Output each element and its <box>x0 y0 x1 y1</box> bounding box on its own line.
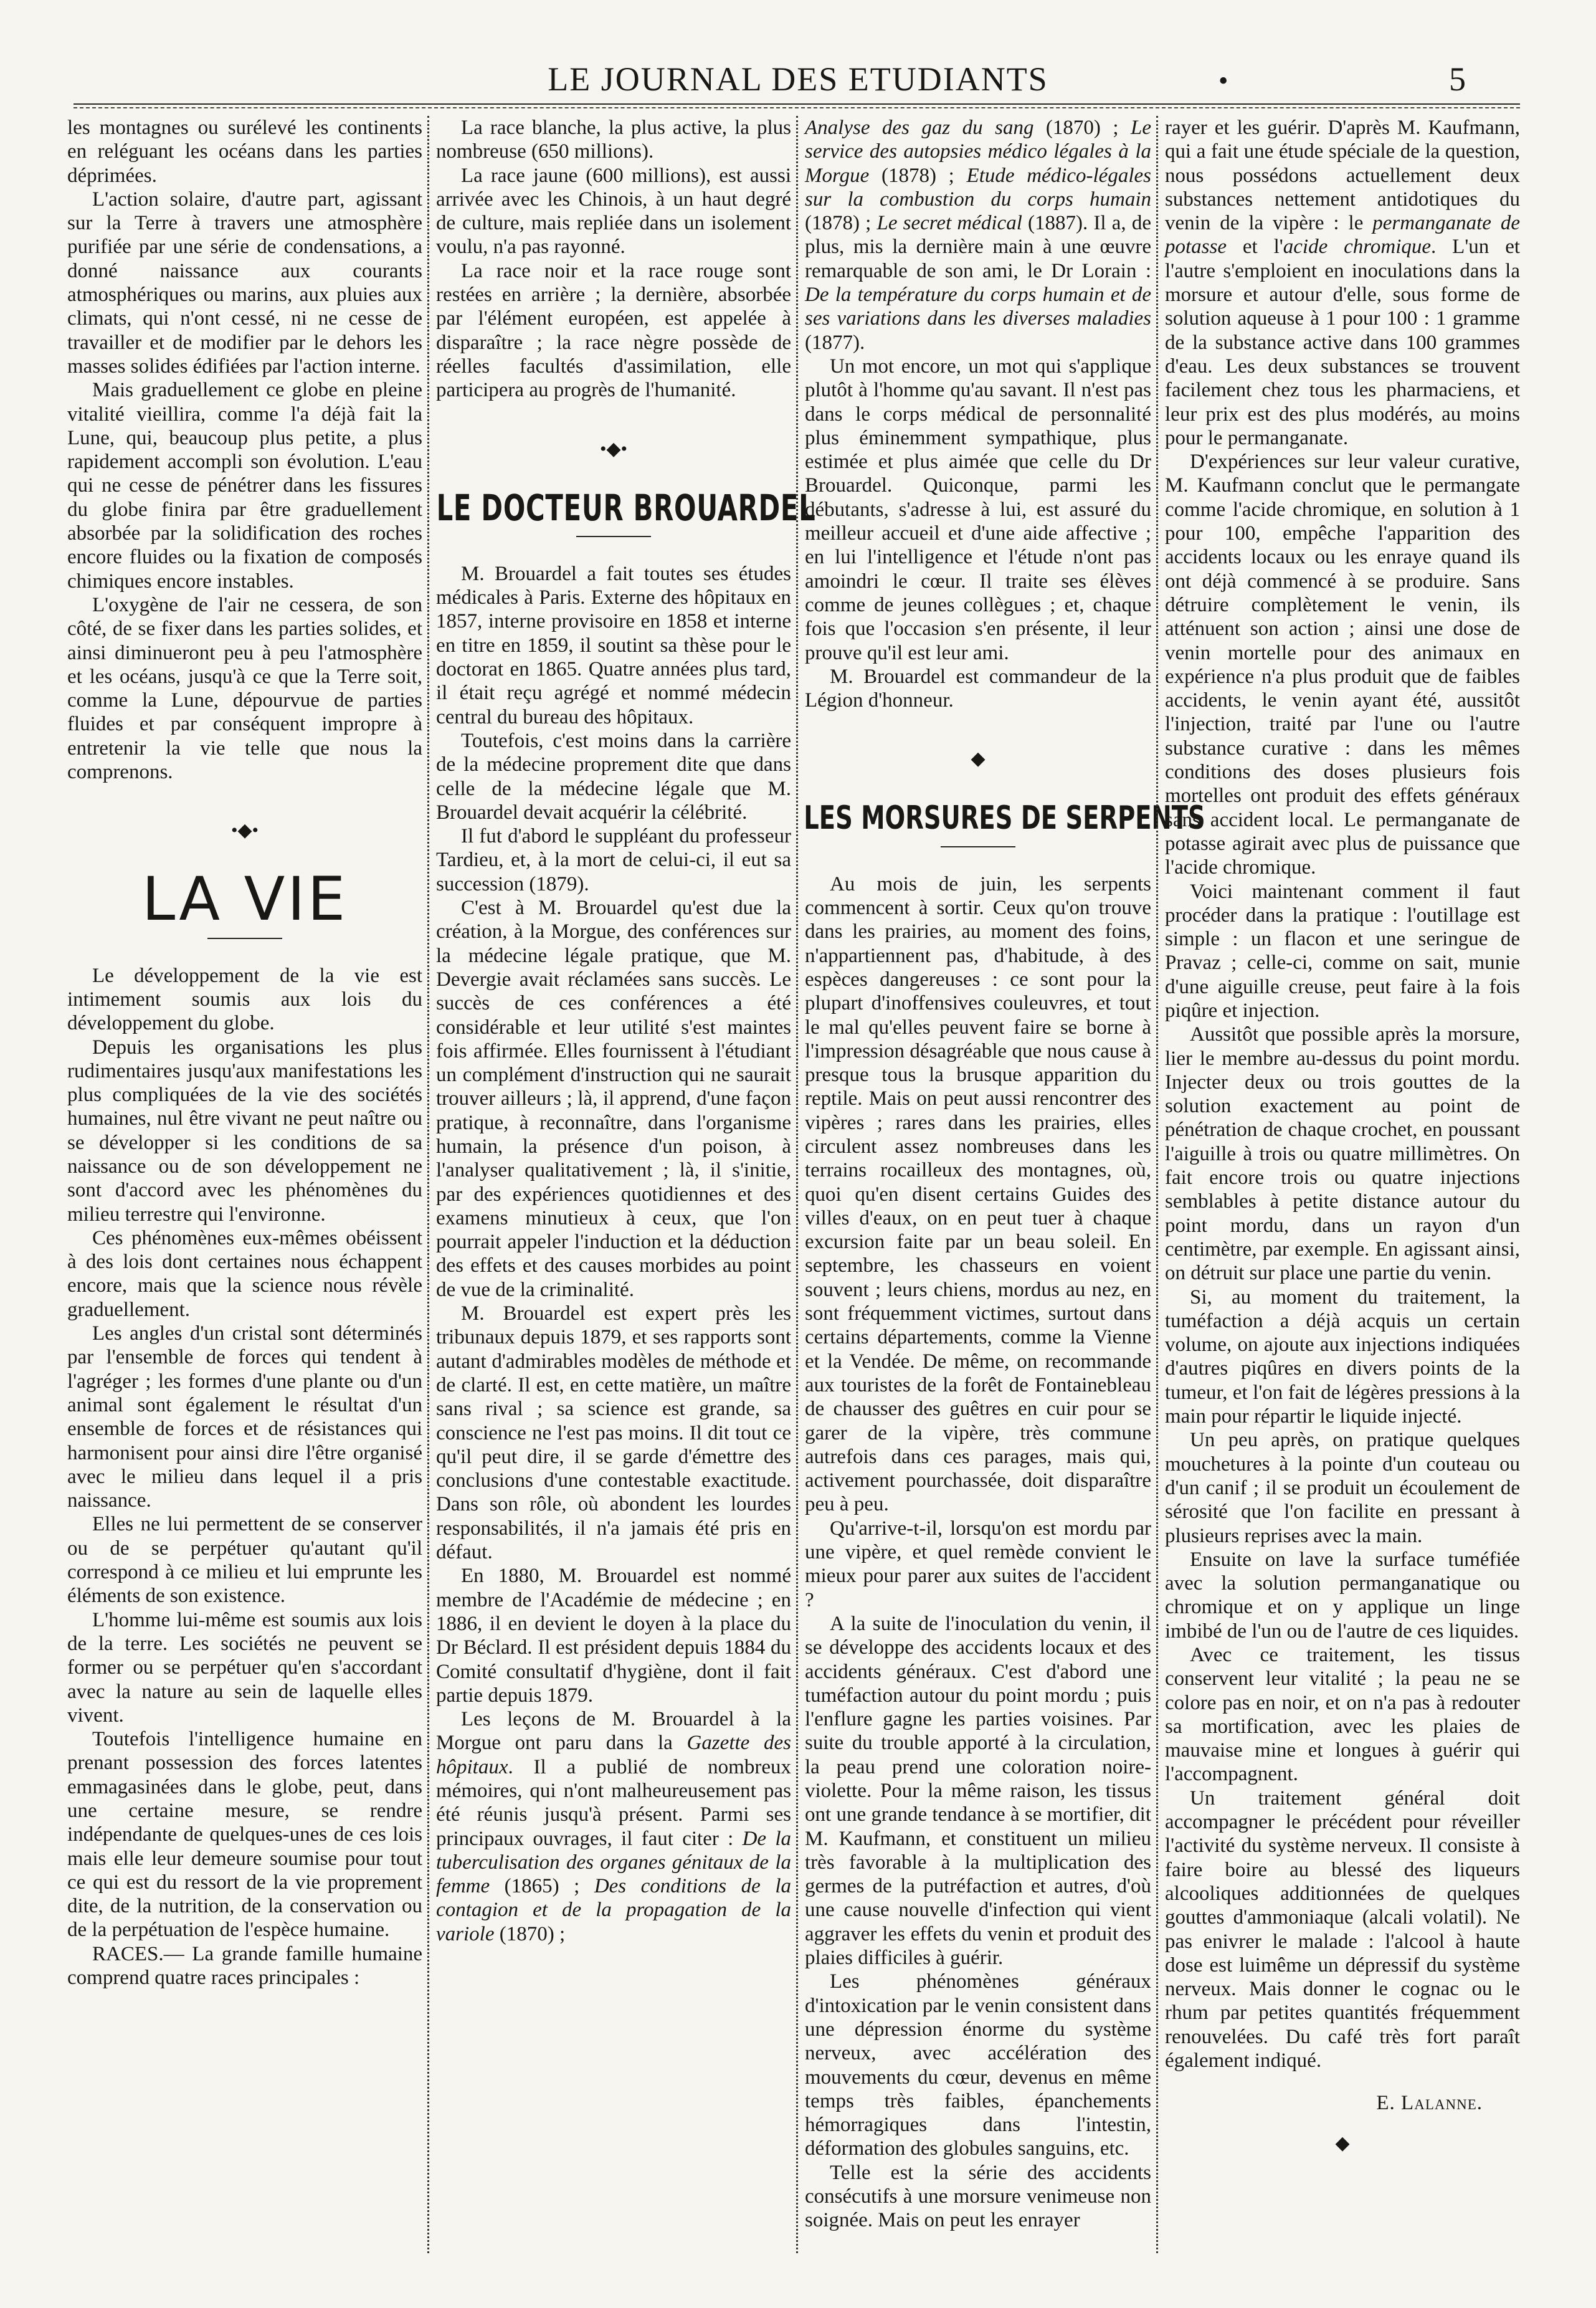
header-rule <box>74 103 1520 105</box>
publication-title: Etude médico-légales sur la combustion du corps humain <box>805 164 1151 211</box>
paragraph: En 1880, M. Brouardel est nommé membre de l'Académie de médecine ; en 1886, il en devient le doyen à la place du Dr Béclard. Il est président depuis 1884 du Comité consultatif d'hygiène, dont il fait partie depuis 1879. <box>436 1565 791 1707</box>
paragraph: M. Brouardel a fait toutes ses études médicales à Paris. Externe des hôpitaux en 1857, interne provisoire en 1858 et interne en titre en 1859, il soutint sa thèse pour le doctorat en 1865. Quatre années plus tard, il était reçu agrégé et nommé médecin central du bureau des hôpitaux. <box>436 562 791 728</box>
paragraph: Elles ne lui permettent de se conserver ou de se perpétuer qu'autant qu'il correspond à ce milieu et lui emprunte les éléments de son existence. <box>67 1513 422 1608</box>
end-ornament: ◆ <box>1335 2132 1350 2153</box>
paragraph: L'action solaire, d'autre part, agissant sur la Terre à travers une atmosphère purifiée par une série de condensations, a donné naissance aux courants atmosphériques ou marins, aux pluies aux climats, qui n'ont cessé, ni ne cesse de travailler et de modifier par le dehors les masses solides édifiées par l'action interne. <box>67 188 422 378</box>
paragraph: Toutefois, c'est moins dans la carrière de la médecine proprement dite que dans celle de la médecine légale que M. Brouardel devait acquérir la célébrité. <box>436 729 791 824</box>
publication-title: Analyse des gaz du sang <box>805 117 1034 139</box>
title-underline <box>207 938 282 939</box>
text-run: (1877). <box>805 331 865 354</box>
text-run: et l' <box>1227 236 1283 259</box>
paragraph: Un mot encore, un mot qui s'applique plutôt à l'homme qu'au savant. Il n'est pas dans le corps médical de personnalité plus éminemment sympathique, plus estimée et plus aimée que celle du Dr Brouardel. Quiconque, parmi les débutants, s'adresse à lui, est assuré du meilleur accueil et d'une aide affective ; en lui l'intelligence et l'étude n'ont pas amoindri le cœur. Il traite ses élèves comme de jeunes collègues ; et, chaque fois que l'occasion s'en présente, il leur prouve qu'il est leur ami. <box>805 355 1151 664</box>
text-run: (1878) ; <box>869 164 967 187</box>
paragraph: Les phénomènes généraux d'intoxication par le venin consistent dans une dépression énorme du système nerveux, avec accélération des mouvements du cœur, devenus en même temps très faibles, épanchements hémorragiques dans l'intestin, déformation des globules sanguins, etc. <box>805 1970 1151 2160</box>
section-separator: •◆• <box>599 438 628 459</box>
paragraph: C'est à M. Brouardel qu'est due la création, à la Morgue, des conférences sur la médecine légale pratique, que M. Devergie avait réclamées sans succès. Le succès de ces conférences a été considérable et leur utilité s'est maintes fois affirmée. Elles fournissent à l'étudiant un complément d'instruction qui ne saurait trouver ailleurs ; là, il apprend, d'une façon pratique, à reconnaître, dans l'organisme humain, la présence d'un poison, à l'analyser qualitativement ; là, il s'initie, par des expériences quotidiennes et des examens minutieux à ceux, que l'on pourrait appeler l'induction et la déduction des effets et des causes morbides au point de vue de la criminalité. <box>436 897 791 1301</box>
text-run: (1870) ; <box>1033 117 1131 139</box>
paragraph: les montagnes ou surélevé les continents en reléguant les océans dans les parties déprimées. <box>67 117 422 187</box>
publication-title: Le service des autopsies médico légales à la Morgue <box>805 117 1151 187</box>
column-divider <box>1156 116 1158 2253</box>
publication-title: De la température du corps humain et de ses variations dans les diverses maladies <box>805 284 1151 330</box>
paragraph <box>436 1707 791 1946</box>
page-number: 5 <box>1449 60 1466 98</box>
paragraph: Ensuite on lave la surface tuméfiée avec la solution permanganatique ou chromique et on y applique un linge imbibé de l'un ou de l'autre de ces liquides. <box>1165 1548 1520 1643</box>
paragraph: Un peu après, on pratique quelques mouchetures à la pointe d'un couteau ou d'un canif ; il se produit un écoulement de sérosité que l'on facilite en pressant à plusieurs reprises avec la main. <box>1165 1429 1520 1547</box>
paragraph: M. Brouardel est commandeur de la Légion d'honneur. <box>805 665 1151 712</box>
section-title-morsures: LES MORSURES DE SERPENTS <box>804 799 1205 837</box>
section-separator: ◆ <box>971 748 986 770</box>
paragraph: Il fut d'abord le suppléant du professeur Tardieu, et, à la mort de celui-ci, il eut sa succession (1879). <box>436 825 791 895</box>
author-signature: E. Lalanne. <box>1376 2092 1483 2115</box>
paragraph: Toutefois l'intelligence humaine en prenant possession des forces latentes emmagasinées dans le globe, peut, dans une certaine mesure, se rendre indépendante de quelques-unes de ces lois mais elle leur demeure soumise pour tout ce qui est du ressort de la vie proprement dite, de la nutrition, de la conservation ou de la perpétuation de l'espèce humaine. <box>67 1728 422 1942</box>
publication-title: De la tuberculisation des organes génitaux de la femme <box>436 1827 791 1898</box>
column-divider <box>796 116 798 2253</box>
column-4 <box>1165 116 1520 2259</box>
paragraph: Depuis les organisations les plus rudimentaires jusqu'aux manifestations les plus compliquées de la vie des sociétés humaines, nul être vivant ne peut naître ou se développer si les conditions de sa naissance ou de son développement ne sont d'accord avec les phénomènes du milieu terrestre qui l'environne. <box>67 1036 422 1226</box>
text-run: rayer et les guérir. D'après M. Kaufmann, qui a fait une étude spéciale de la question, nous possédons actuellement deux substances nettement antidotiques du venin de la vipère : le <box>1165 117 1520 235</box>
paragraph: La race noir et la race rouge sont restées en arrière ; la dernière, absorbée par l'élément européen, est appelée à disparaître ; la race nègre possède de réelles facultés d'assimilation, elle participera au progrès de l'humanité. <box>436 259 791 402</box>
paragraph: Qu'arrive-t-il, lorsqu'on est mordu par une vipère, et quel remède convient le mieux pour parer aux suites de l'accident ? <box>805 1517 1151 1611</box>
paragraph: Ces phénomènes eux-mêmes obéissent à des lois dont certaines nous échappent encore, mais que la science nous révèle graduellement. <box>67 1226 422 1321</box>
title-underline <box>576 536 651 537</box>
text-run: . L'un et l'autre s'emploient en inoculations dans la morsure et autour d'elle, sous forme de solution aqueuse à 1 pour 100 : 1 gramme de la substance active dans 100 grammes d'eau. Les deux substances se trouvent facilement chez tous les pharmaciens, et leur prix est des plus modérés, au moins pour le permanganate. <box>1165 236 1521 449</box>
text-run: (1887). Il a, de plus, mis la dernière main à une œuvre remarquable de son ami, le Dr Lorain : <box>805 212 1151 282</box>
paragraph: Aussitôt que possible après la morsure, lier le membre au-dessus du point mordu. Injecter deux ou trois gouttes de la solution exactement au point de pénétration de chaque crochet, en poussant l'aiguille à trois ou quatre millimètres. On fait encore trois ou quatre injections semblables à petite distance autour du point mordu, dans un rayon d'un centimètre, par exemple. En agissant ainsi, on détruit sur place une partie du venin. <box>1165 1023 1520 1285</box>
running-header <box>0 60 1596 97</box>
text-run: (1870) ; <box>494 1922 566 1945</box>
publication-title: Des conditions de la contagion et de la propagation de la variole <box>436 1875 791 1945</box>
section-title-brouardel: LE DOCTEUR BROUARDEL <box>436 486 816 529</box>
paragraph: Avec ce traitement, les tissus conservent leur vitalité ; la peau ne se colore pas en noir, et on n'a pas à redouter sa mortification, avec les plaies de mauvaise mine et longues à guérir qui l'accompagnent. <box>1165 1644 1520 1786</box>
section-separator: •◆• <box>230 820 259 841</box>
publication-title: Le secret médical <box>876 212 1022 235</box>
paragraph <box>1165 116 1520 450</box>
text-run: (1865) ; <box>490 1875 594 1898</box>
paragraph: RACES.— La grande famille humaine comprend quatre races principales : <box>67 1942 422 1990</box>
journal-title: LE JOURNAL DES ETUDIANTS <box>548 60 1048 98</box>
column-1 <box>67 116 422 2259</box>
title-underline <box>941 846 1015 847</box>
column-3 <box>804 116 1205 2259</box>
paragraph: Telle est la série des accidents consécutifs à une morsure venimeuse non soignée. Mais on peut les enrayer <box>805 2161 1151 2232</box>
text-run: (1878) ; <box>805 212 877 235</box>
paragraph <box>805 116 1151 355</box>
paragraph: Au mois de juin, les serpents commencent à sortir. Ceux qu'on trouve dans les prairies, au moment des foins, n'appartiennent pas, d'habitude, à des espèces dangereuses : ce sont pour la plupart d'inoffensives couleuvres, et tout le mal qu'elles peuvent faire se borne à l'impression désagréable que nous cause à presque tous la brusque apparition du reptile. Mais on peut aussi rencontrer des vipères ; rares dans les prairies, elles circulent assez nombreuses dans les terrains rocailleux des montagnes, où, quoi qu'en disent certains Guides des villes d'eaux, on en peut tuer à chaque excursion faite par un beau soleil. En septembre, les chasseurs en voient souvent ; leurs chiens, mordus au nez, en sont fréquemment victimes, surtout dans certains départements, comme la Vienne et la Vendée. De même, on recommande aux touristes de la forêt de Fontainebleau de chausser des guêtres en cuir pour se garer de la vipère, très commune autrefois dans ces parages, mais qui, activement pourchassée, doit disparaître peu à peu. <box>805 872 1151 1516</box>
section-title-la-vie: LA VIE <box>141 864 348 934</box>
paragraph: Les angles d'un cristal sont déterminés par l'ensemble de forces qui tendent à l'agréger ; les formes d'une plante ou d'un animal sont également le résultat d'un ensemble de forces et de résistances qui harmonisent pour ainsi dire l'être organisé avec le milieu dans lequel il a pris naissance. <box>67 1322 422 1512</box>
text-run: Les leçons de M. Brouardel à la Morgue ont paru dans la <box>436 1708 791 1755</box>
paragraph: Un traitement général doit accompagner le précédent pour réveiller l'activité du système nerveux. Il consiste à faire boire au blessé des liqueurs alcooliques additionnées de quelques gouttes d'ammoniaque (alcali volatil). Ne pas enivrer le malade : l'alcool à haute dose est luimême un dépressif du système nerveux. Mais donner le cognac ou le rhum par petites quantités fréquemment renouvelées. Du café très fort paraît également indiqué. <box>1165 1786 1520 2072</box>
paragraph: M. Brouardel est expert près les tribunaux depuis 1879, et ses rapports sont autant d'admirables modèles de méthode et de clarté. Il est, en cette matière, un maître sans rival ; sa science est grande, sa conscience ne l'est pas moins. Il dit tout ce qu'il peut dire, il se garde d'émettre des conclusions d'une contestable exactitude. Dans son rôle, où abondent les lourdes responsabilités, il n'a jamais été pris en défaut. <box>436 1302 791 1564</box>
substance-name: permanganate de potasse <box>1165 212 1520 259</box>
column-2 <box>436 116 816 2259</box>
header-rule-dashed <box>74 107 1520 109</box>
paragraph: Le développement de la vie est intimement soumis aux lois du développement du globe. <box>67 964 422 1035</box>
paragraph: Si, au moment du traitement, la tuméfaction a déjà acquis un certain volume, on ajoute aux injections indiquées d'autres piqûres en divers points de la tumeur, et l'on fait de légères pressions à la main pour répartir le liquide injecté. <box>1165 1285 1520 1428</box>
paragraph: Mais graduellement ce globe en pleine vitalité vieillira, comme l'a déjà fait la Lune, qui, beaucoup plus petite, a plus rapidement accompli son évolution. L'eau qui ne cesse de pénétrer dans les fissures du globe finira par être graduellement absorbée par la solidification des roches encore fluides ou la fixation de composés chimiques encore instables. <box>67 379 422 593</box>
text-run: . Il a publié de nombreux mémoires, qui n'ont malheureusement pas été réunis jusqu'à présent. Parmi ses principaux ouvrages, il faut citer : <box>436 1755 791 1850</box>
paragraph: La race blanche, la plus active, la plus nombreuse (650 millions). <box>436 117 791 163</box>
paragraph: Voici maintenant comment il faut procéder dans la pratique : l'outillage est simple : un flacon et une seringue de Pravaz ; celle-ci, comme on sait, munie d'une aiguille creuse, peut faire à la fois piqûre et injection. <box>1165 880 1520 1022</box>
paragraph: L'homme lui-même est soumis aux lois de la terre. Les sociétés ne peuvent se former ou se perpétuer qu'en s'accordant avec la nature au sein de laquelle elles vivent. <box>67 1608 422 1727</box>
publication-title: Gazette des hôpitaux <box>436 1732 791 1778</box>
paragraph: La race jaune (600 millions), est aussi arrivée avec les Chinois, à un haut degré de culture, mais repliée dans un isolement voulu, n'a pas rayonné. <box>436 164 791 259</box>
paragraph: A la suite de l'inoculation du venin, il se développe des accidents locaux et des accidents généraux. C'est d'abord une tuméfaction autour du point mordu ; puis l'enflure gagne les parties voisines. Par suite du trouble apporté à la circulation, la peau prend une coloration noire-violette. Pour la même raison, les tissus ont une grande tendance à se mortifier, dit M. Kaufmann, et constituent un milieu très favorable à la multiplication des germes de la putréfaction et autres, d'où une cause nouvelle d'infection qui vient aggraver les effets du venin et produit des plaies difficiles à guérir. <box>805 1612 1151 1970</box>
paragraph: L'oxygène de l'air ne cessera, de son côté, de se fixer dans les parties solides, et ainsi diminueront peu à peu l'atmosphère et les océans, jusqu'à ce que la Terre soit, comme la Lune, dépourvue de parties fluides et par conséquent impropre à entretenir la vie telle que nous la comprenons. <box>67 593 422 784</box>
header-bullet: • <box>1218 65 1228 96</box>
substance-name: acide chromique <box>1283 236 1432 259</box>
column-divider <box>427 116 429 2253</box>
paragraph: D'expériences sur leur valeur curative, M. Kaufmann conclut que le permangate comme l'acide chromique, en solution à 1 pour 100, empêche l'apparition des accidents locaux ou les enraye quand ils ont déjà commencé à se produire. Sans détruire complètement le venin, ils atténuent son action ; ainsi une dose de venin mortelle pour des animaux en expérience n'a plus produit que de faibles accidents, le venin ayant été, aussitôt l'injection, traité par l'une ou l'autre substance curative : dans les mêmes conditions des doses plusieurs fois mortelles ont produit des effets généraux sans accident local. Le permanganate de potasse agirait avec plus de puissance que l'acide chromique. <box>1165 451 1520 879</box>
